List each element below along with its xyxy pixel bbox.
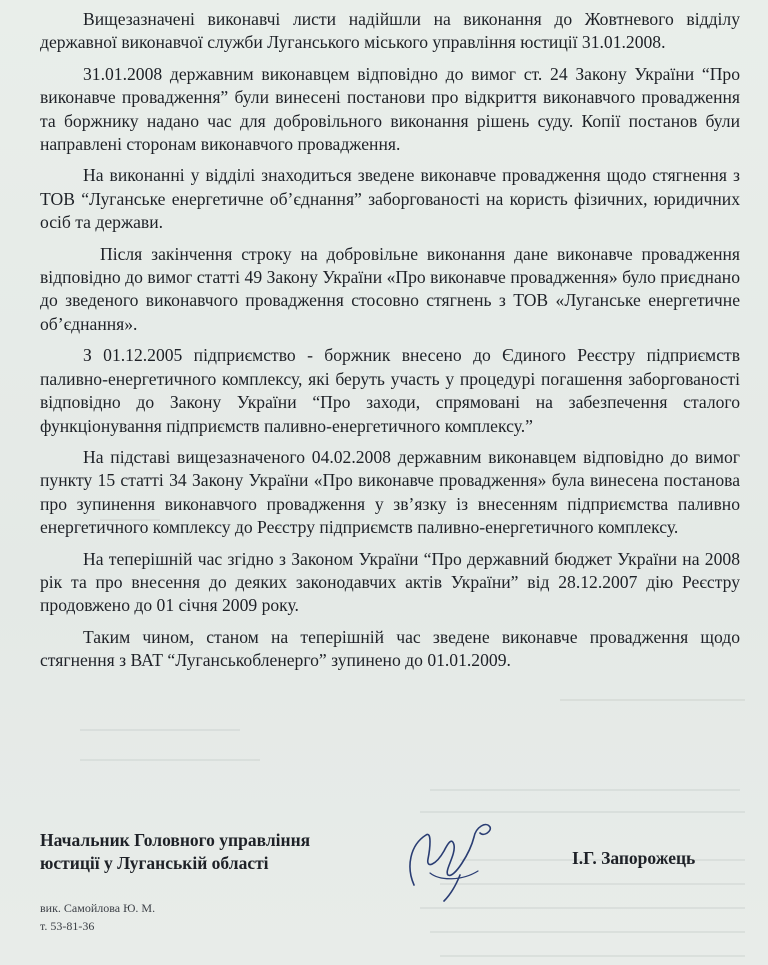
paragraph: На виконанні у відділі знаходиться зведене виконавче провадження щодо стягнення з ТОВ “Луганське енергетичне об’єднання” заборгованості на користь фізичних, юридичних осіб та держави. bbox=[40, 165, 740, 233]
handwritten-signature-icon bbox=[400, 815, 510, 905]
executor-phone: т. 53-81-36 bbox=[40, 919, 95, 933]
paragraph: З 01.12.2005 підприємство - боржник внесено до Єдиного Реєстру підприємств паливно-енергетичного комплексу, які беруть участь у процедурі погашення заборгованості відповідно до Закону України “Про заходи, спрямовані на забезпечення сталого функціонування підприємств паливно-енергетичного комплексу.” bbox=[40, 345, 740, 436]
executor-footer bbox=[40, 899, 155, 935]
document-body bbox=[40, 8, 740, 673]
signatory-title-line2: юстиції у Луганській області bbox=[40, 853, 269, 873]
paragraph: Після закінчення строку на добровільне виконання дане виконавче провадження відповідно до вимог статті 49 Закону України «Про виконавче провадження» було приєднано до зведеного виконавчого провадження стосовно стягнень з ТОВ «Луганське енергетичне об’єднання». bbox=[40, 243, 740, 334]
paragraph: На теперішній час згідно з Законом України “Про державний бюджет України на 2008 рік та про внесення до деяких законодавчих актів України” від 28.12.2007 дію Реєстру продовжено до 01 січня 2009 року. bbox=[40, 548, 740, 616]
signatory-name: І.Г. Запорожець bbox=[572, 848, 696, 868]
paragraph: На підставі вищезазначеного 04.02.2008 державним виконавцем відповідно до вимог пункту 15 статті 34 Закону України «Про виконавче провадження» була винесена постанова про зупинення виконавчого провадження у зв’язку із внесенням підприємства паливно енергетичного комплексу до Реєстру підприємств паливно-енергетичного комплексу. bbox=[40, 446, 740, 538]
paragraph: Таким чином, станом на теперішній час зведене виконавче провадження щодо стягнення з ВАТ “Луганськобленерго” зупинено до 01.01.2009. bbox=[40, 626, 740, 671]
executor-name: вик. Самойлова Ю. М. bbox=[40, 901, 156, 915]
paragraph: 31.01.2008 державним виконавцем відповідно до вимог ст. 24 Закону України “Про виконавче провадження” були винесені постанови про відкриття виконавчого провадження та боржнику надано час для добровільного виконання рішень суду. Копії постанов були направлені сторонам виконавчого провадження. bbox=[40, 63, 740, 155]
signature-block bbox=[40, 829, 740, 889]
signatory-title-line1: Начальник Головного управління bbox=[40, 830, 311, 850]
paragraph: Вищезазначені виконавчі листи надійшли на виконання до Жовтневого відділу державної виконавчої служби Луганського міського управління юстиції 31.01.2008. bbox=[40, 9, 740, 53]
